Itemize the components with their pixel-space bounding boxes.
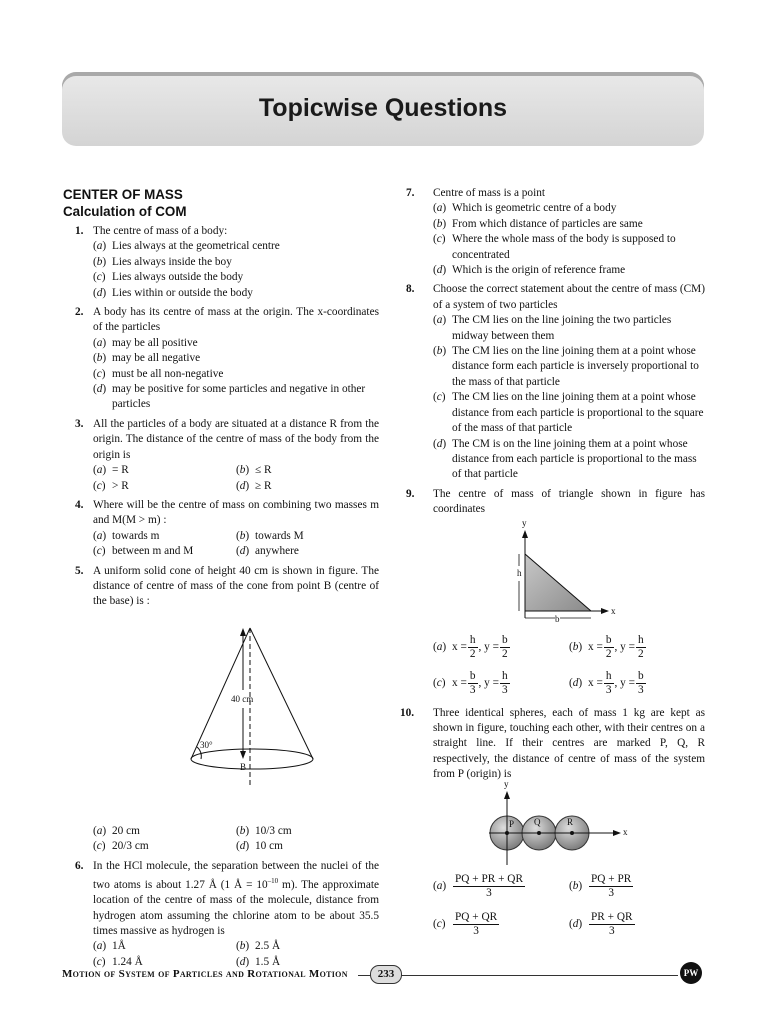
sphere-axis-x: x — [623, 826, 628, 837]
question-4: 4. Where will be the centre of mass on combining two masses m and M(M > m) : (a) towards m (b) towards M (c) between m and M (d) anywhere — [75, 498, 379, 558]
question-7: 7. Centre of mass is a point (a) Which is geometric centre of a body (b) From which distance of particles are same (c) Where the whole mass of the body is supposed to concentrated (d) Which is the origin of reference frame — [406, 187, 676, 277]
question-3: 3. All the particles of a body are situated at a distance R from the origin. The distance of the centre of mass of the body from the origin is (a) = R (b) ≤ R (c) > R (d) ≥ R — [75, 417, 379, 492]
right-column — [400, 186, 705, 943]
footer-rule — [358, 975, 678, 976]
q10-options-row-2: (c) $\frac{PQ + QR}{3}$ (d) $\frac{PR + QR}{3}$ — [433, 911, 633, 938]
subsection-heading: Calculation of COM — [63, 204, 187, 219]
header-band — [62, 72, 704, 146]
cone-angle-label: 30° — [200, 739, 213, 750]
chapter-title: Motion of System of Particles and Rotational Motion — [62, 968, 348, 980]
sphere-q-label: Q — [534, 816, 541, 827]
q10-options-row-1: (a) $\frac{PQ + PR + QR}{3}$ (b) $\frac{PQ + PR}{3}$ — [433, 873, 632, 900]
cone-figure — [93, 610, 379, 824]
sphere-r-label: R — [567, 816, 574, 827]
page-title: Topicwise Questions — [258, 94, 508, 122]
question-8: 8. Choose the correct statement about the centre of mass (CM) of a system of two particles (a) The CM lies on the line joining the two particles midway between them (b) The CM lies on the line joining them at a point whose distance form each particle is inversely proportional to the mass of that particle (c) The CM lies on the line joining them at a point whose distance from each particle is proportional to the square of the mass of that particle (d) The CM is on the line joining them at a point whose distance from each particle is proportional to the mass of that particle — [406, 283, 705, 481]
question-10: 10. Three identical spheres, each of mass 1 kg are kept as shown in figure, touching each other, with their centres on a straight line. If their centres are marked P, Q, R respectively, the distance of centre of mass of the system from P (origin) is y x P Q R (a) $\frac{PQ + PR + QR}{3}$ (b) $\frac{PQ + PR}{3}$ (c) $\frac{PQ + QR}{3}$ (d) $\frac{PR + QR}{3}$ — [403, 706, 705, 943]
question-9: 9. The centre of mass of triangle shown in figure has coordinates y x h b (a) x = $\frac{h}{2}$ , y = $\frac{b}{2}$ (b) x = $\frac{b}{2}$ , y = $\frac{h}{2}$ (c) x = $\frac{b}{3}$ , y = $\frac{h}{3}$ (d) x = $\frac{h}{3}$ , y = $\frac{b}{3}$ — [403, 487, 705, 702]
base-label: b — [555, 612, 560, 627]
triangle-figure — [433, 518, 705, 630]
sphere-axis-y: y — [504, 778, 509, 789]
page-number: 233 — [370, 965, 402, 984]
question-1: 1. The centre of mass of a body: (a) Lies always at the geometrical centre (b) Lies always inside the boy (c) Lies always outside the body (d) Lies within or outside the body — [75, 225, 280, 299]
q9-options-row-2: (c) x = $\frac{b}{3}$ , y = $\frac{h}{3}$ (d) x = $\frac{h}{3}$ , y = $\frac{b}{3}$ — [433, 670, 644, 697]
page-footer — [62, 962, 704, 992]
left-column — [63, 186, 379, 970]
section-heading: CENTER OF MASS — [63, 187, 183, 202]
spheres-figure — [433, 778, 705, 867]
height-label: h — [517, 566, 522, 581]
question-2: 2. A body has its centre of mass at the origin. The x-coordinates of the particles (a) may be all positive (b) may be all negative (c) must be all non-negative (d) may be positive for some particles and negative in other particles — [75, 306, 379, 411]
cone-height-label: 40 cm — [231, 693, 254, 704]
axis-x-label: x — [611, 605, 616, 616]
sphere-p-label: P — [509, 818, 515, 829]
question-5: 5. A uniform solid cone of height 40 cm is shown in figure. The distance of centre of mass of the cone from point B (centre of the base) is : 40 cm 30° B (a) 20 cm (b) 10/3 cm (c) 20/3 cm (d) 10 cm — [75, 564, 379, 853]
question-6: 6. In the HCl molecule, the separation between the nuclei of the two atoms is about 1.27 Å (1 Å = $10^{-10}$ m). The approximate location of the centre of mass of the molecule, distance from hydrogen atom assuming the chlorine atom to be about 35.5 times massive as hydrogen is (a) 1Å (b) 2.5 Å (c) 1.24 Å (d) 1.5 Å — [75, 859, 379, 968]
pw-logo-icon: PW — [680, 962, 702, 984]
cone-point-label: B — [240, 761, 247, 772]
q9-options-row-1: (a) x = $\frac{h}{2}$ , y = $\frac{b}{2}$ (b) x = $\frac{b}{2}$ , y = $\frac{h}{2}$ — [433, 634, 644, 661]
axis-y-label: y — [522, 517, 527, 528]
